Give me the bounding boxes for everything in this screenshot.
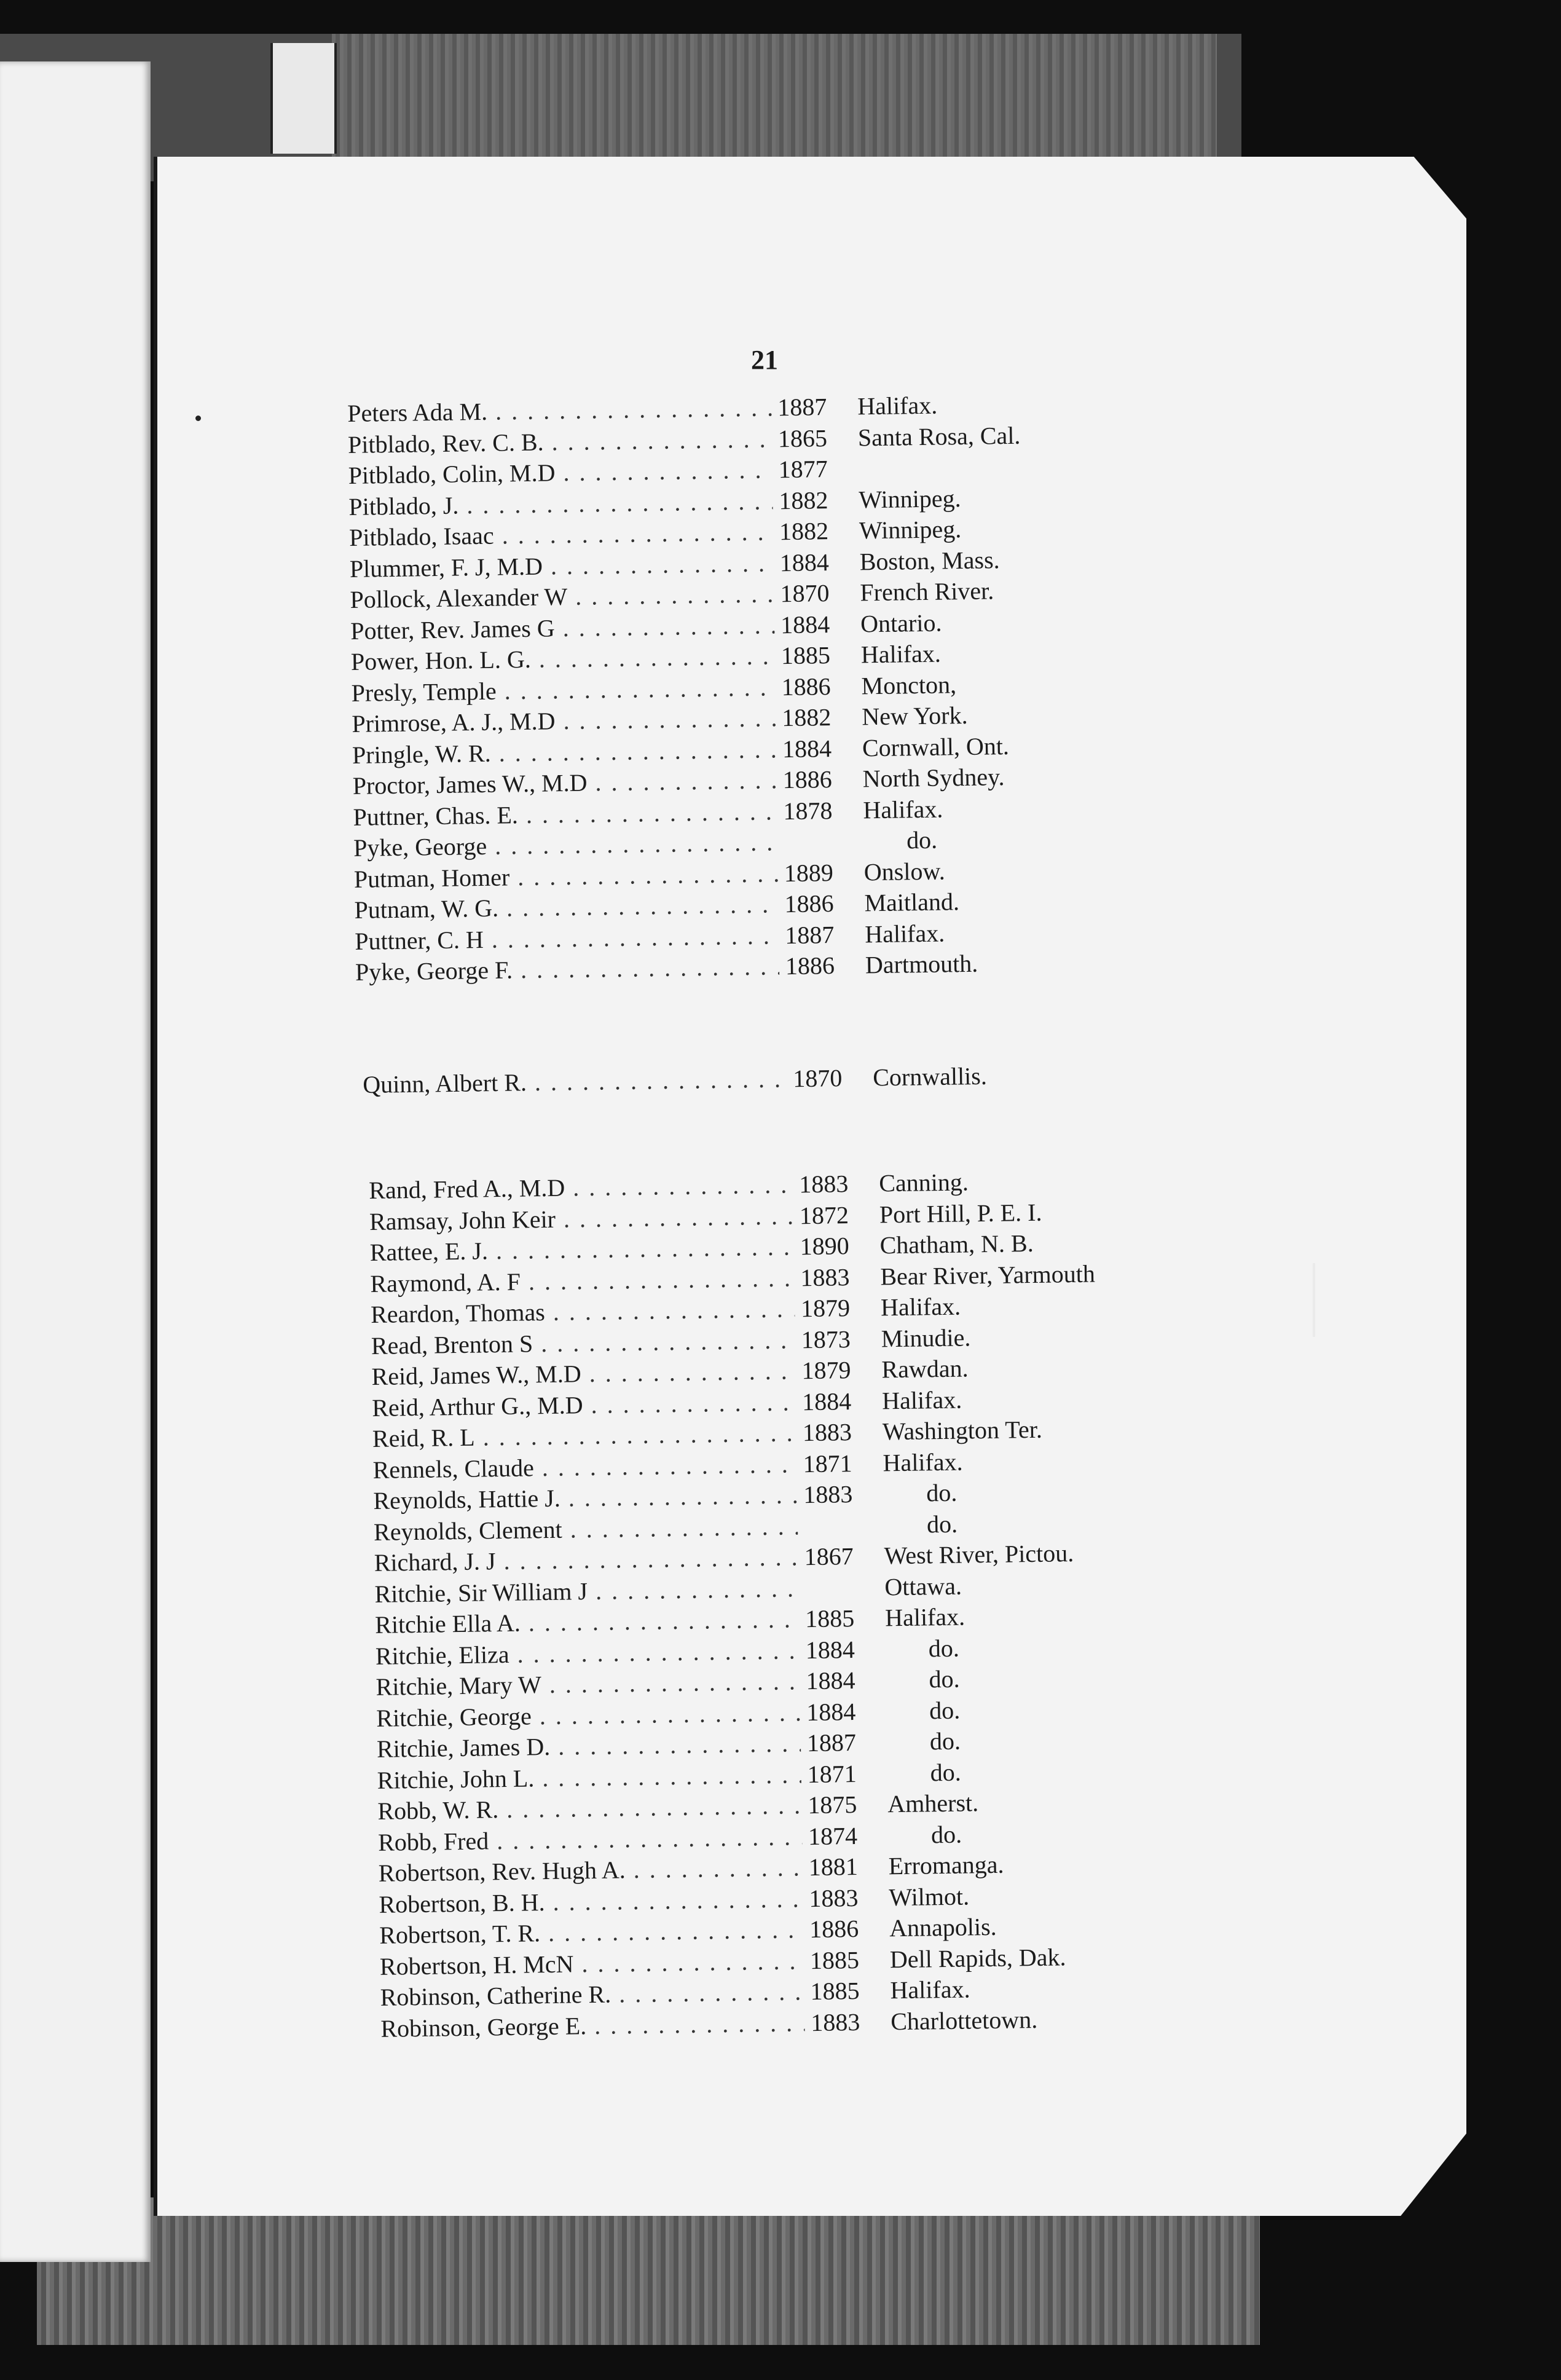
entry-place: Boston, Mass.	[859, 545, 1000, 575]
entry-place: Cornwallis.	[872, 1062, 988, 1092]
entry-row	[374, 1572, 962, 1609]
entry-name: Putnam, W. G. . . .	[354, 889, 779, 926]
entry-place: Halifax.	[884, 1602, 965, 1632]
entry-name: Peters Ada M. . . .	[347, 392, 772, 429]
entry-year: 1873	[801, 1325, 851, 1354]
entry-year: 1874	[808, 1821, 858, 1850]
entry-place: Dartmouth.	[865, 949, 978, 979]
film-strip-bottom	[37, 2197, 1260, 2345]
entry-name: Robertson, T. R. . . .	[379, 1914, 804, 1951]
entry-year: 1887	[777, 393, 827, 422]
entry-row	[379, 1912, 997, 1951]
entry-place: Chatham, N. B.	[879, 1229, 1034, 1259]
entry-name: Read, Brenton S . . .	[371, 1325, 796, 1361]
entry-place: Minudie.	[881, 1323, 971, 1352]
entry-name: Reynolds, Hattie J. . . .	[373, 1480, 798, 1516]
entry-place: do.	[929, 1696, 961, 1724]
entry-year: 1879	[800, 1294, 851, 1323]
entry-row	[372, 1448, 963, 1485]
entry-place: Amherst.	[887, 1789, 979, 1818]
entry-place: Onslow.	[863, 856, 945, 886]
entry-place: Port Hill, P. E. I.	[879, 1198, 1042, 1228]
entry-year: 1887	[806, 1728, 857, 1757]
entry-place: Rawdan.	[881, 1354, 969, 1384]
entry-place: French River.	[860, 577, 994, 607]
entry-year: 1884	[780, 610, 830, 639]
entry-place: Bear River, Yarmouth	[880, 1259, 1096, 1290]
entry-year: 1886	[781, 672, 831, 701]
entry-place: Halifax.	[857, 391, 938, 420]
entry-place: Wilmot.	[889, 1882, 970, 1911]
entry-place: do.	[906, 826, 938, 854]
entry-name: Puttner, Chas. E. . . .	[353, 796, 777, 833]
entry-place: New York.	[861, 701, 968, 731]
entry-year: 1884	[806, 1697, 856, 1726]
entry-name: Rattee, E. J. . . .	[369, 1231, 794, 1268]
entry-name: Reid, Arthur G., M.D . . .	[372, 1387, 796, 1424]
entry-row	[354, 888, 960, 926]
entry-name: Robinson, Catherine R. . . .	[380, 1976, 804, 2013]
entry-row	[350, 609, 942, 646]
entry-year: 1887	[784, 920, 835, 949]
entry-row	[352, 731, 1010, 770]
page-number: 21	[751, 345, 778, 375]
entry-year: 1871	[803, 1449, 852, 1478]
entry-year: 1875	[808, 1791, 857, 1819]
entry-year: 1885	[780, 641, 831, 670]
entry-name: Ritchie, George . . .	[376, 1697, 801, 1734]
entry-year: 1882	[779, 486, 828, 514]
entry-year: 1884	[782, 734, 832, 763]
entry-place: Winnipeg.	[859, 515, 962, 545]
entry-name: Pringle, W. R. . . .	[352, 734, 777, 771]
entry-row	[353, 856, 945, 894]
entry-name: Richard, J. J . . .	[374, 1542, 798, 1578]
entry-name: Quinn, Albert R. . . .	[363, 1063, 787, 1100]
entry-year: 1885	[810, 1976, 860, 2006]
entry-place: Halifax.	[863, 795, 943, 824]
entry-place: North Sydney.	[862, 763, 1005, 793]
entry-year: 1884	[779, 548, 830, 577]
entry-name: Pitblado, Isaac . . .	[349, 516, 774, 553]
entry-year: 1879	[801, 1356, 851, 1385]
entry-row	[370, 1259, 1096, 1299]
entry-place: Halifax.	[864, 919, 945, 948]
entry-name: Pyke, George . . .	[353, 827, 778, 864]
entry-year: 1883	[803, 1480, 853, 1509]
entry-name: Reid, James W., M.D . . .	[371, 1355, 796, 1392]
entry-name: Raymond, A. F . . .	[370, 1263, 795, 1299]
entry-name: Putman, Homer . . .	[354, 858, 779, 895]
entry-row	[371, 1323, 971, 1361]
entry-row	[351, 670, 957, 708]
entry-place: Halifax.	[883, 1448, 963, 1476]
entry-year: 1883	[800, 1263, 850, 1291]
entry-place: Halifax.	[880, 1292, 961, 1322]
entry-name: Potter, Rev. James G . . .	[350, 610, 775, 647]
entry-name: Robb, W. R. . . .	[377, 1790, 802, 1827]
entry-year: 1883	[810, 2008, 860, 2036]
entry-year: 1867	[804, 1542, 854, 1571]
entry-year: 1886	[785, 952, 835, 980]
entry-place: Halifax.	[860, 639, 942, 669]
entry-row	[380, 2005, 1038, 2044]
entry-place: Ontario.	[860, 609, 942, 637]
entry-year: 1865	[777, 424, 828, 452]
entry-name: Robinson, George E. . . .	[380, 2008, 805, 2044]
entry-name: Rennels, Claude . . .	[372, 1449, 797, 1486]
entry-year: 1883	[809, 1883, 859, 1912]
entry-name: Ritchie, James D. . . .	[377, 1728, 801, 1765]
entry-row	[369, 1198, 1042, 1237]
entry-row	[348, 484, 961, 522]
entry-year: 1890	[800, 1232, 849, 1261]
entry-place: Halifax.	[881, 1385, 962, 1414]
entry-name: Robertson, H. McN . . .	[380, 1945, 804, 1982]
entry-name: Rand, Fred A., M.D . . .	[369, 1169, 793, 1206]
entry-place: Halifax.	[890, 1975, 970, 2004]
entry-year: 1882	[782, 703, 832, 732]
entry-place: Charlottetown.	[890, 2005, 1038, 2035]
entry-year: 1885	[809, 1945, 860, 1974]
entry-year: 1871	[807, 1759, 857, 1788]
entry-row	[353, 826, 938, 864]
entry-name: Robertson, Rev. Hugh A. . . .	[379, 1852, 803, 1889]
entry-place: Canning.	[878, 1168, 969, 1197]
entry-name: Primrose, A. J., M.D . . .	[352, 703, 776, 739]
entry-row	[372, 1415, 1043, 1454]
entry-row	[377, 1789, 979, 1827]
entry-name: Ritchie, Sir William J . . .	[374, 1573, 799, 1610]
entry-year: 1884	[801, 1387, 852, 1416]
entry-name: Pitblado, J. . . .	[348, 486, 773, 522]
entry-year: 1883	[802, 1418, 852, 1447]
entry-row	[376, 1696, 961, 1733]
entry-year: 1884	[805, 1635, 855, 1664]
entry-year: 1883	[798, 1170, 849, 1199]
entry-place: Washington Ter.	[882, 1415, 1043, 1446]
margin-dot	[195, 416, 201, 421]
entry-name: Puttner, C. H . . .	[355, 920, 779, 957]
entry-place: Dell Rapids, Dak.	[889, 1942, 1066, 1973]
entry-year: 1886	[784, 889, 834, 918]
entry-place: Winnipeg.	[859, 484, 961, 513]
entry-row	[374, 1602, 965, 1641]
entry-place: do.	[926, 1478, 957, 1507]
entry-place: Cornwall, Ont.	[862, 731, 1010, 762]
entry-year: 1870	[780, 579, 830, 608]
entry-row	[348, 515, 962, 553]
entry-row	[373, 1478, 957, 1516]
entry-year: 1872	[799, 1200, 849, 1229]
entry-name: Pyke, George F. . . .	[355, 951, 780, 988]
entry-row	[350, 639, 942, 677]
entry-place: do.	[928, 1634, 960, 1662]
entry-place: do.	[930, 1820, 962, 1848]
entry-year: 1882	[779, 517, 829, 546]
entry-row	[352, 763, 1005, 802]
entry-name: Robertson, B. H. . . .	[379, 1883, 803, 1920]
entry-year: 1885	[804, 1604, 855, 1633]
entry-name: Robb, Fred . . .	[378, 1821, 803, 1858]
entry-place: do.	[930, 1758, 961, 1786]
entry-year: 1886	[782, 765, 833, 794]
entry-row	[355, 949, 978, 988]
entry-name: Ritchie, Eliza . . .	[376, 1635, 800, 1672]
entry-place: do.	[929, 1727, 961, 1755]
entry-year: 1877	[778, 455, 828, 484]
entry-name: Pitblado, Rev. C. B. . . .	[348, 424, 773, 460]
entry-name: Ritchie Ella A. . . .	[375, 1604, 800, 1641]
entry-year: 1878	[783, 796, 833, 825]
entry-year: 1870	[792, 1064, 843, 1093]
facing-page-edge	[0, 61, 151, 2262]
entry-row	[347, 391, 938, 429]
entry-row	[371, 1354, 969, 1392]
entry-year: 1881	[808, 1853, 859, 1882]
entry-name: Ritchie, John L. . . .	[377, 1759, 801, 1796]
entry-name: Ramsay, John Keir . . .	[369, 1200, 794, 1237]
entry-name: Ritchie, Mary W . . .	[376, 1666, 800, 1703]
entry-place: Ottawa.	[884, 1572, 962, 1601]
entry-place: Erromanga.	[888, 1850, 1004, 1880]
entry-name: Power, Hon. L. G. . . .	[351, 640, 776, 677]
entry-name: Reardon, Thomas . . .	[371, 1293, 795, 1330]
entry-place: West River, Pictou.	[884, 1539, 1074, 1570]
entry-place: do.	[929, 1665, 960, 1693]
entry-name: Pollock, Alexander W . . .	[350, 578, 774, 615]
entry-name: Reid, R. L . . .	[372, 1417, 797, 1454]
entry-place: Annapolis.	[889, 1912, 997, 1942]
entry-place: Moncton,	[861, 670, 957, 699]
entry-name: Presly, Temple . . .	[351, 672, 776, 709]
entry-row	[377, 1820, 962, 1858]
entry-year: 1889	[784, 858, 834, 887]
entry-place: do.	[926, 1510, 958, 1538]
entry-name: Proctor, James W., M.D . . .	[352, 765, 777, 802]
entry-row	[369, 1229, 1034, 1268]
entry-place: Santa Rosa, Cal.	[857, 421, 1021, 451]
entry-year: 1884	[806, 1666, 855, 1695]
entry-name: Reynolds, Clement . . .	[374, 1511, 798, 1548]
binding-strip	[270, 43, 337, 154]
entry-year: 1886	[809, 1914, 859, 1944]
entry-name: Plummer, F. J, M.D . . .	[350, 548, 774, 585]
entry-place: Maitland.	[864, 888, 960, 917]
entry-name: Pitblado, Colin, M.D . . .	[348, 454, 773, 491]
